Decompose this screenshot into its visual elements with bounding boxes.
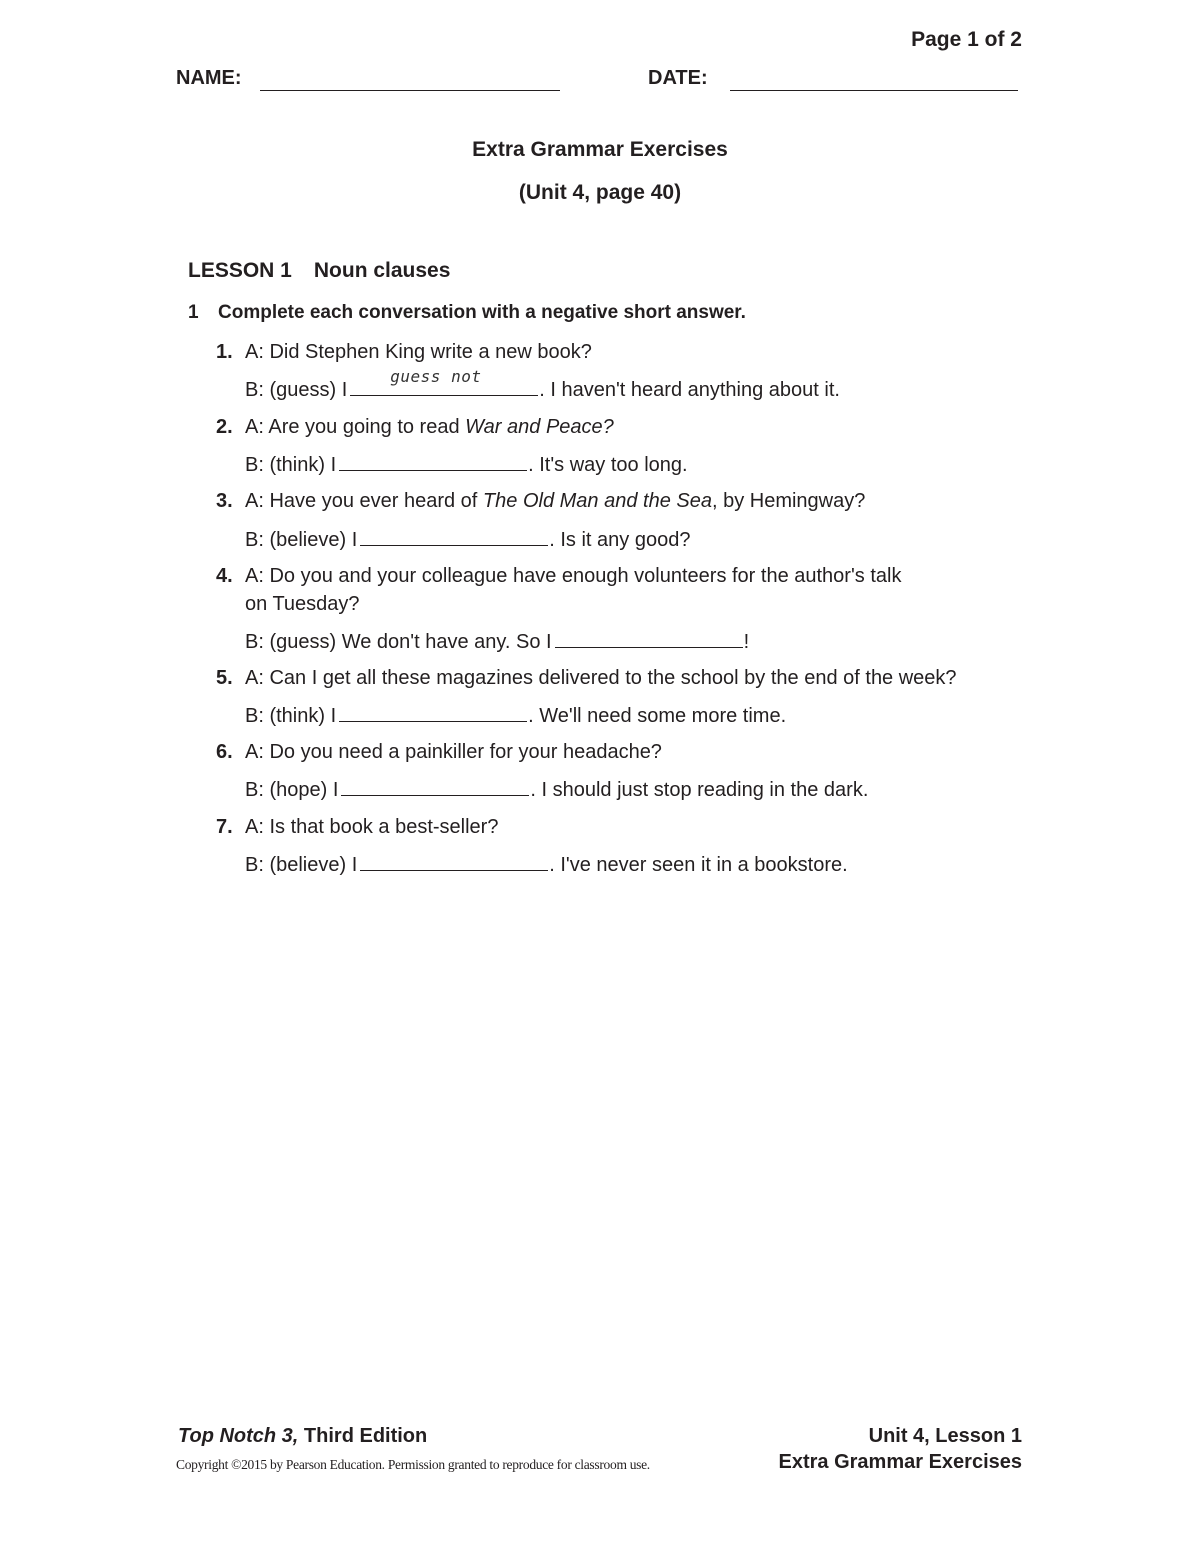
a-text: A: Are you going to read: [245, 416, 466, 438]
student-header: [176, 67, 1022, 95]
answer-b: [245, 452, 688, 477]
b-suffix: . I've never seen it in a bookstore.: [549, 854, 848, 876]
b-suffix: . Is it any good?: [549, 529, 691, 551]
exercise-instruction: [188, 302, 746, 324]
book-name: Top Notch 3,: [178, 1425, 299, 1447]
answer-blank[interactable]: [339, 703, 527, 722]
lesson-topic: Noun clauses: [313, 259, 451, 282]
lesson-heading: [188, 259, 450, 283]
question-a: A: Do you need a painkiller for your headache?: [245, 741, 662, 763]
answer-blank[interactable]: [350, 367, 538, 396]
a-text: A: Have you ever heard of: [245, 490, 483, 512]
answer-b: [245, 777, 868, 802]
page-number: Page 1 of 2: [911, 28, 1022, 51]
book-title: War and Peace?: [465, 416, 614, 438]
question-a: [245, 415, 614, 439]
item-number: 3.: [216, 490, 233, 512]
answer-blank[interactable]: [360, 852, 548, 871]
b-suffix: . I haven't heard anything about it.: [539, 379, 840, 401]
b-prefix: B: (believe) I: [245, 529, 358, 551]
answer-blank[interactable]: [360, 527, 548, 546]
b-prefix: B: (guess) I: [245, 379, 348, 401]
b-prefix: B: (hope) I: [245, 779, 339, 801]
item-number: 6.: [216, 741, 233, 763]
answer-blank[interactable]: [555, 629, 743, 648]
question-a-continued: on Tuesday?: [245, 593, 360, 615]
date-label: DATE:: [648, 67, 708, 89]
b-suffix: !: [743, 631, 750, 653]
date-field-line[interactable]: [730, 90, 1018, 91]
b-suffix: . We'll need some more time.: [528, 705, 787, 727]
answer-b: [245, 367, 840, 402]
edition: Third Edition: [298, 1425, 428, 1447]
b-suffix: . It's way too long.: [528, 454, 688, 476]
instruction-text: Complete each conversation with a negative short answer.: [218, 302, 746, 323]
name-field-line[interactable]: [260, 90, 560, 91]
question-a: A: Is that book a best-seller?: [245, 816, 499, 838]
book-title: The Old Man and the Sea: [482, 490, 712, 512]
answer-blank[interactable]: [341, 777, 529, 796]
worksheet-subtitle: (Unit 4, page 40): [518, 181, 682, 204]
question-a: A: Did Stephen King write a new book?: [245, 341, 592, 363]
a-after: , by Hemingway?: [711, 490, 866, 512]
footer-section: Extra Grammar Exercises: [778, 1451, 1022, 1473]
b-prefix: B: (think) I: [245, 454, 337, 476]
b-prefix: B: (guess) We don't have any. So I: [245, 631, 552, 653]
question-a: A: Can I get all these magazines delivered to the school by the end of the week?: [245, 667, 957, 689]
item-number: 4.: [216, 565, 233, 587]
handwritten-answer: guess not: [390, 367, 482, 386]
question-a: A: Do you and your colleague have enough volunteers for the author's talk: [245, 565, 902, 587]
footer-unit-lesson: Unit 4, Lesson 1: [868, 1425, 1022, 1447]
item-number: 5.: [216, 667, 233, 689]
name-label: NAME:: [176, 67, 242, 89]
exercise-number: 1: [188, 302, 199, 323]
lesson-label: LESSON 1: [188, 259, 292, 282]
answer-b: [245, 629, 749, 654]
footer-copyright: Copyright ©2015 by Pearson Education. Permission granted to reproduce for classroom use.: [176, 1457, 650, 1472]
answer-b: [245, 852, 848, 877]
b-prefix: B: (think) I: [245, 705, 337, 727]
answer-b: [245, 703, 786, 728]
item-number: 7.: [216, 816, 233, 838]
question-a: [245, 489, 865, 513]
b-prefix: B: (believe) I: [245, 854, 358, 876]
b-suffix: . I should just stop reading in the dark.: [530, 779, 869, 801]
worksheet-title: Extra Grammar Exercises: [472, 138, 728, 161]
answer-b: [245, 527, 690, 552]
footer-book-title: [178, 1425, 427, 1448]
item-number: 1.: [216, 341, 233, 363]
item-number: 2.: [216, 416, 233, 438]
answer-blank[interactable]: [339, 452, 527, 471]
